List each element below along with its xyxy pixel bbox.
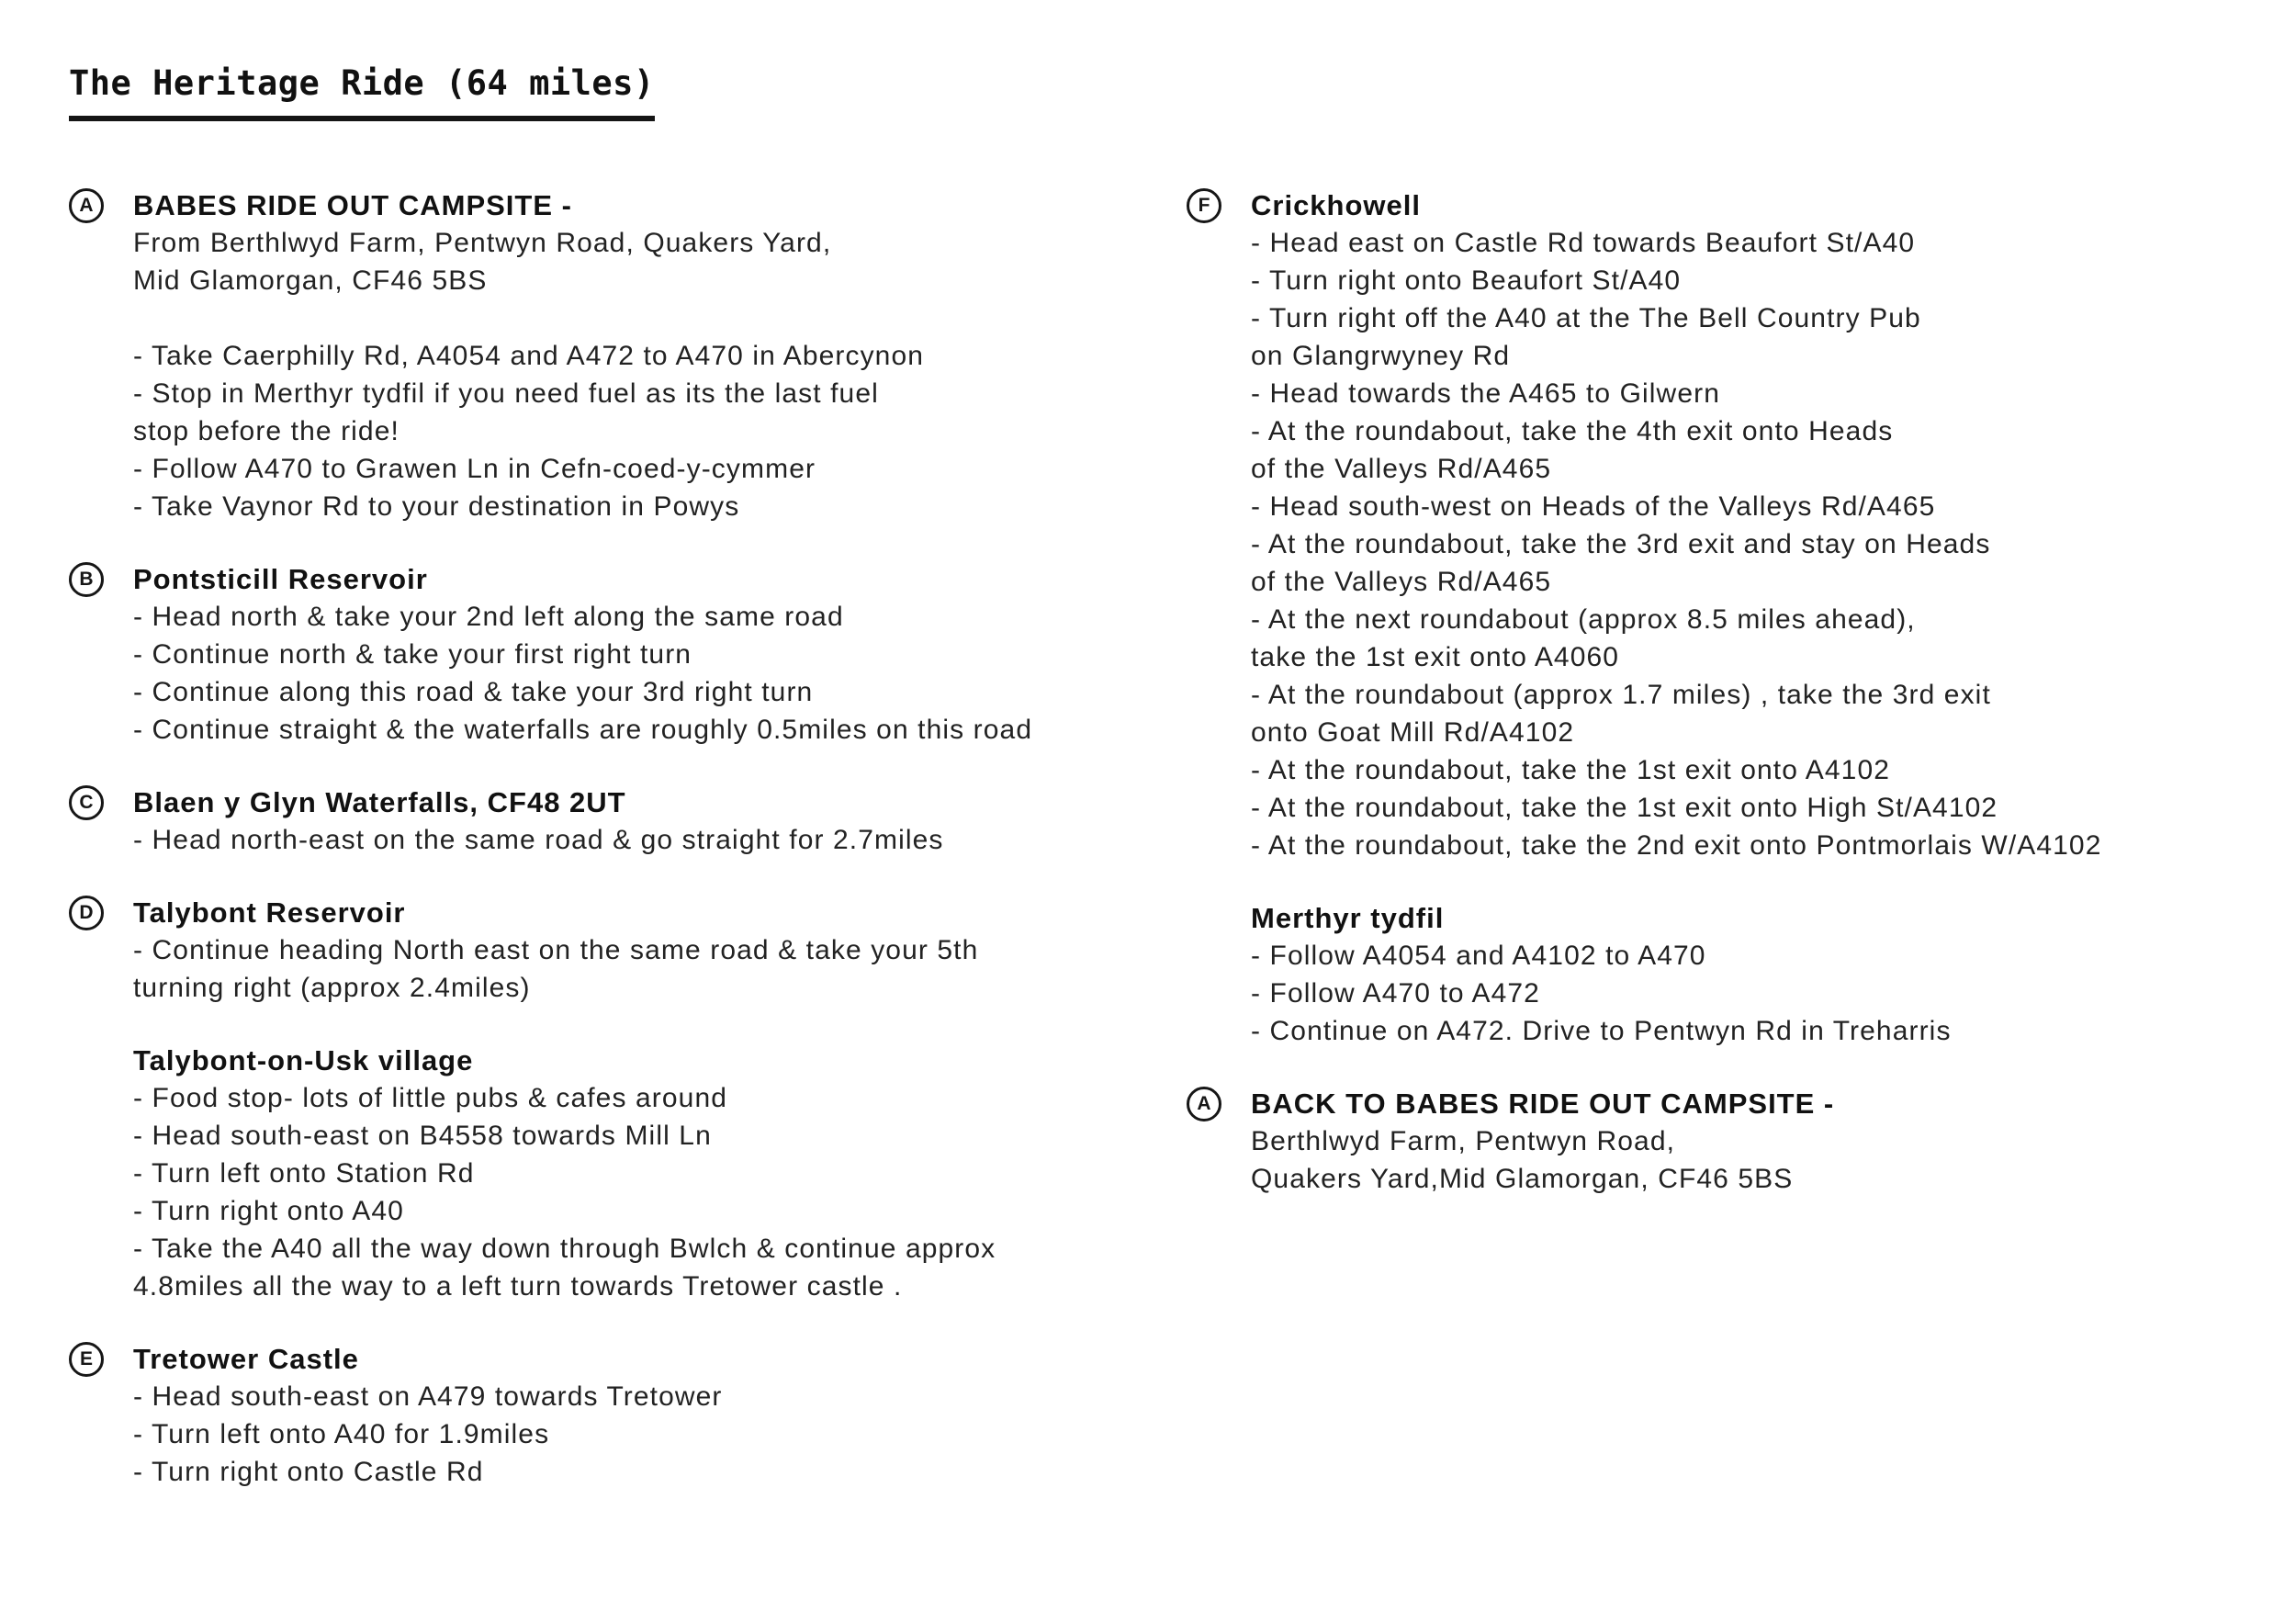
direction-line: - Head towards the A465 to Gilwern <box>1251 378 1720 409</box>
direction-line: - At the roundabout (approx 1.7 miles) , take the 3rd exit <box>1251 680 1991 710</box>
section-content <box>133 1042 1185 1305</box>
section-heading: BACK TO BABES RIDE OUT CAMPSITE - <box>1251 1088 1835 1120</box>
direction-line: - Take Caerphilly Rd, A4054 and A472 to A470 in Abercynon <box>133 341 925 371</box>
direction-line: - Take the A40 all the way down through Bwlch & continue approx <box>133 1234 996 1264</box>
direction-line: Berthlwyd Farm, Pentwyn Road, <box>1251 1126 1676 1156</box>
direction-line: turning right (approx 2.4miles) <box>133 973 531 1003</box>
route-section <box>1187 1085 2296 1198</box>
direction-line: Quakers Yard,Mid Glamorgan, CF46 5BS <box>1251 1164 1794 1194</box>
direction-line: - Food stop- lots of little pubs & cafes around <box>133 1083 728 1113</box>
direction-line: - Head south-east on B4558 towards Mill Ln <box>133 1121 712 1151</box>
direction-line: onto Goat Mill Rd/A4102 <box>1251 717 1575 748</box>
route-section <box>69 186 1185 525</box>
direction-line: of the Valleys Rd/A465 <box>1251 454 1552 484</box>
direction-line: - Turn left onto A40 for 1.9miles <box>133 1419 550 1449</box>
section-content <box>1251 899 2296 1050</box>
direction-line: - Turn right onto A40 <box>133 1196 404 1226</box>
direction-line: - Follow A470 to A472 <box>1251 978 1540 1009</box>
route-section <box>69 783 1185 859</box>
direction-line: - Head north-east on the same road & go straight for 2.7miles <box>133 825 944 855</box>
direction-line: - Take Vaynor Rd to your destination in Powys <box>133 491 740 522</box>
waypoint-marker-c: C <box>69 785 104 820</box>
route-column-right <box>1187 186 2296 1233</box>
waypoint-marker-f: F <box>1187 188 1221 223</box>
direction-line: - At the roundabout, take the 3rd exit and stay on Heads <box>1251 529 1991 559</box>
waypoint-marker-a: A <box>69 188 104 223</box>
direction-line: - Follow A4054 and A4102 to A470 <box>1251 941 1706 971</box>
direction-line: - At the roundabout, take the 4th exit onto Heads <box>1251 416 1894 446</box>
direction-line: - Head south-east on A479 towards Tretower <box>133 1381 723 1412</box>
route-column-left <box>69 186 1185 1526</box>
section-heading: Pontsticill Reservoir <box>133 563 428 595</box>
direction-line: - Continue heading North east on the same road & take your 5th <box>133 935 979 965</box>
page-title: The Heritage Ride (64 miles) <box>69 63 655 121</box>
direction-line: on Glangrwyney Rd <box>1251 341 1511 371</box>
route-section <box>69 1042 1185 1305</box>
direction-line: From Berthlwyd Farm, Pentwyn Road, Quakers Yard, <box>133 228 832 258</box>
blank-line <box>133 299 1185 337</box>
route-section <box>1187 899 2296 1050</box>
direction-line: - Turn right onto Beaufort St/A40 <box>1251 265 1682 296</box>
direction-line: - Turn right off the A40 at the The Bell Country Pub <box>1251 303 1921 333</box>
section-content <box>133 783 1185 859</box>
direction-line: - Continue on A472. Drive to Pentwyn Rd in Treharris <box>1251 1016 1952 1046</box>
direction-line: - Head south-west on Heads of the Valleys Rd/A465 <box>1251 491 1936 522</box>
section-content <box>133 894 1185 1007</box>
waypoint-marker-a: A <box>1187 1087 1221 1121</box>
waypoint-marker-d: D <box>69 896 104 930</box>
direction-line: - Continue along this road & take your 3rd right turn <box>133 677 814 707</box>
section-heading: BABES RIDE OUT CAMPSITE - <box>133 189 572 221</box>
route-section <box>69 894 1185 1007</box>
section-heading: Talybont Reservoir <box>133 896 406 929</box>
direction-line: of the Valleys Rd/A465 <box>1251 567 1552 597</box>
section-heading: Merthyr tydfil <box>1251 902 1445 934</box>
direction-line: - Head north & take your 2nd left along the same road <box>133 602 844 632</box>
direction-line: - At the next roundabout (approx 8.5 miles ahead), <box>1251 604 1916 635</box>
waypoint-marker-e: E <box>69 1342 104 1377</box>
section-content <box>133 1340 1185 1491</box>
section-heading: Blaen y Glyn Waterfalls, CF48 2UT <box>133 786 626 818</box>
direction-line: - Turn left onto Station Rd <box>133 1158 475 1189</box>
direction-line: - At the roundabout, take the 1st exit onto High St/A4102 <box>1251 793 1998 823</box>
direction-line: stop before the ride! <box>133 416 400 446</box>
direction-line: - Continue straight & the waterfalls are roughly 0.5miles on this road <box>133 715 1033 745</box>
direction-line: take the 1st exit onto A4060 <box>1251 642 1620 672</box>
waypoint-marker-b: B <box>69 562 104 597</box>
direction-line: - At the roundabout, take the 2nd exit onto Pontmorlais W/A4102 <box>1251 830 2102 861</box>
direction-line: - At the roundabout, take the 1st exit onto A4102 <box>1251 755 1891 785</box>
section-content <box>1251 186 2296 864</box>
direction-line: 4.8miles all the way to a left turn towards Tretower castle . <box>133 1271 903 1302</box>
route-section <box>1187 186 2296 864</box>
section-content <box>133 560 1185 749</box>
direction-line: - Turn right onto Castle Rd <box>133 1457 484 1487</box>
direction-line: Mid Glamorgan, CF46 5BS <box>133 265 488 296</box>
route-section <box>69 560 1185 749</box>
section-heading: Tretower Castle <box>133 1343 359 1375</box>
direction-line: - Follow A470 to Grawen Ln in Cefn-coed-y-cymmer <box>133 454 816 484</box>
section-content <box>133 186 1185 525</box>
section-content <box>1251 1085 2296 1198</box>
direction-line: - Continue north & take your first right turn <box>133 639 692 670</box>
section-heading: Crickhowell <box>1251 189 1421 221</box>
direction-line: - Stop in Merthyr tydfil if you need fuel as its the last fuel <box>133 378 879 409</box>
section-heading: Talybont-on-Usk village <box>133 1044 474 1076</box>
route-section <box>69 1340 1185 1491</box>
direction-line: - Head east on Castle Rd towards Beaufort St/A40 <box>1251 228 1916 258</box>
